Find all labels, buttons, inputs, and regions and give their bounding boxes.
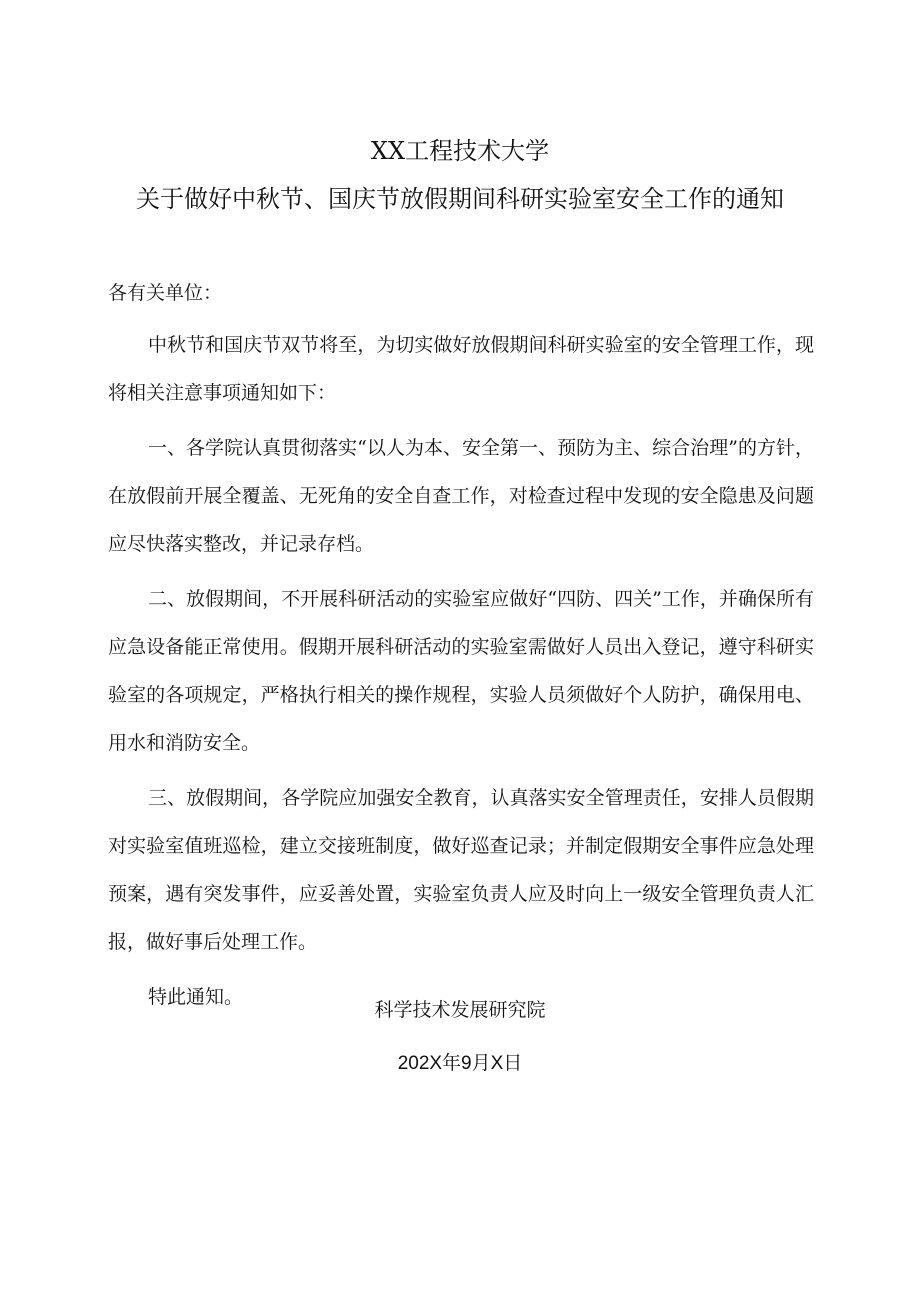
salutation: 各有关单位： [108,282,223,304]
paragraph-item-2: 二、放假期间，不开展科研活动的实验室应做好“四防、四关”工作，并确保所有应急设备能正常使用。假期开展科研活动的实验室需做好人员出入登记，遵守科研实验室的各项规定，严格执行相关的操作规程，实验人员须做好个人防护，确保用电、用水和消防安全。 [108,588,814,754]
issue-date: 202X年9月X日 [397,1053,523,1074]
paragraph-closing: 特此通知。 [148,986,244,1008]
notice-title: 关于做好中秋节、国庆节放假期间科研实验室安全工作的通知 [136,185,784,213]
paragraph-item-3: 三、放假期间，各学院应加强安全教育，认真落实安全管理责任，安排人员假期对实验室值班巡检，建立交接班制度，做好巡查记录；并制定假期安全事件应急处理预案，遇有突发事件，应妥善处置，实验室负责人应及时向上一级安全管理负责人汇报，做好事后处理工作。 [108,787,814,953]
notice-body [108,321,814,1028]
university-name: XX工程技术大学 [370,137,550,165]
paragraph-item-1: 一、各学院认真贯彻落实“以人为本、安全第一、预防为主、综合治理”的方针，在放假前开展全覆盖、无死角的安全自查工作，对检查过程中发现的安全隐患及问题应尽快落实整改，并记录存档。 [108,437,814,555]
paragraph-intro: 中秋节和国庆节双节将至，为切实做好放假期间科研实验室的安全管理工作，现将相关注意事项通知如下： [108,334,814,404]
signer: 科学技术发展研究院 [374,999,546,1021]
